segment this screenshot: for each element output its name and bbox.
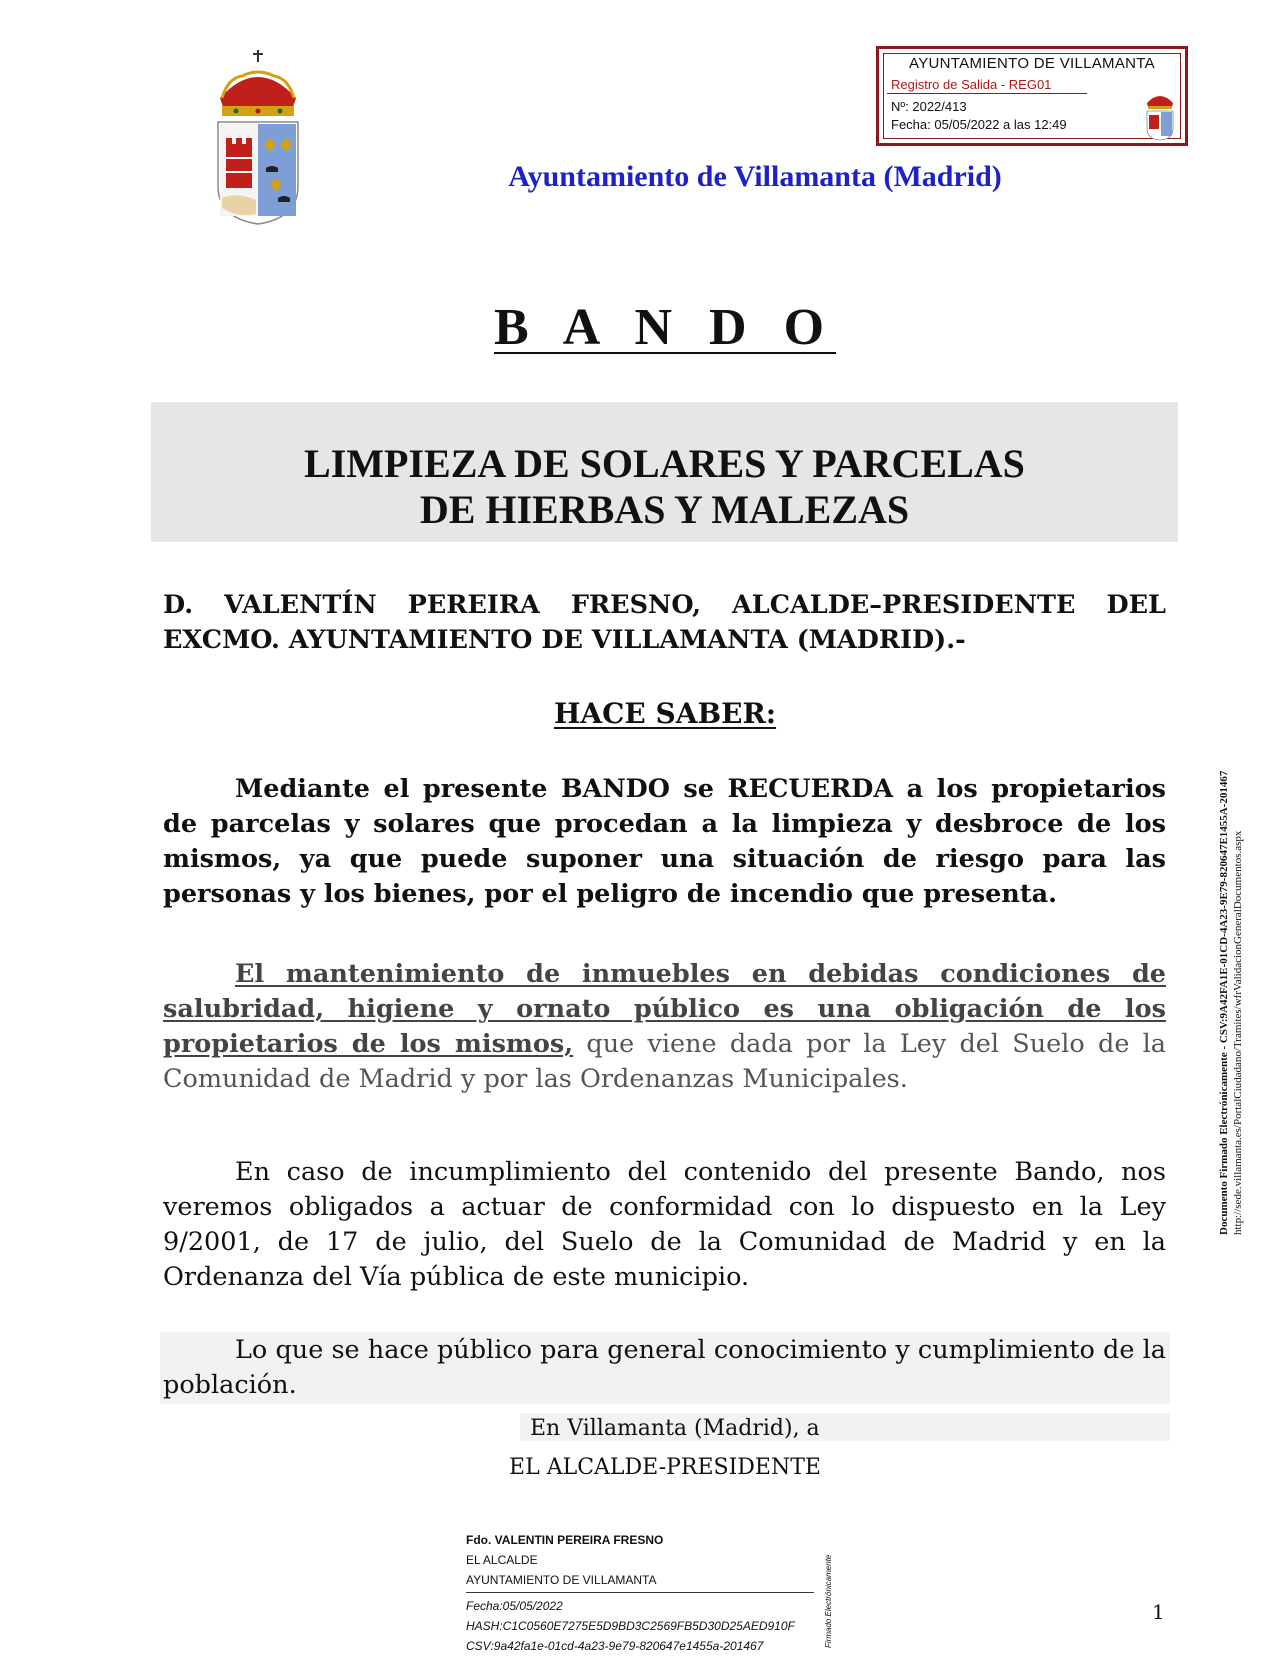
- signature-name: Fdo. VALENTIN PEREIRA FRESNO: [466, 1533, 664, 1547]
- stamp-registry: Registro de Salida - REG01: [891, 77, 1052, 92]
- paragraph-2-underlined: El mantenimiento de inmuebles en debidas condiciones de salubridad, higiene y ornato público es una obligación de los propietarios de los mismos,: [163, 959, 1166, 1059]
- document-title-text: B A N D O: [493, 299, 837, 356]
- signer-title: EL ALCALDE-PRESIDENTE: [509, 1455, 821, 1480]
- announcement-text: HACE SABER:: [553, 697, 777, 730]
- stamp-number: Nº: 2022/413: [891, 99, 967, 114]
- stamp-title: AYUNTAMIENTO DE VILLAMANTA: [909, 55, 1155, 72]
- coat-of-arms-icon: [208, 48, 308, 226]
- stamp-date: Fecha: 05/05/2022 a las 12:49: [891, 117, 1067, 132]
- page-number: 1: [1152, 1600, 1165, 1624]
- subject-line-1: LIMPIEZA DE SOLARES Y PARCELAS: [304, 441, 1025, 486]
- signature-side-note: [824, 1548, 836, 1648]
- electronic-signature-block: [466, 1530, 816, 1656]
- paragraph-1: Mediante el presente BANDO se RECUERDA a los propietarios de parcelas y solares que procedan a la limpieza y desbroce de los mismos, ya que puede suponer una situación de riesgo para las personas y los bienes, por el peligro de incendio que presenta.: [163, 774, 1166, 909]
- subject-box: [151, 402, 1178, 542]
- signature-date: Fecha:05/05/2022: [466, 1599, 563, 1613]
- place-line: En Villamanta (Madrid), a: [530, 1416, 820, 1441]
- margin-verification: [1218, 620, 1248, 1240]
- signature-role: EL ALCALDE: [466, 1553, 538, 1567]
- signature-csv: CSV:9a42fa1e-01cd-4a23-9e79-820647e1455a-201467: [466, 1639, 764, 1653]
- margin-url-line[interactable]: http://sede.villamanta.es/PortalCiudadano/Tramites/wfrValidacionGeneralDocumentos.aspx: [1232, 830, 1244, 1235]
- stamp-divider: [887, 93, 1087, 94]
- header-title: Ayuntamiento de Villamanta (Madrid): [508, 160, 1002, 193]
- stamp-crest-icon: [1143, 89, 1177, 141]
- signature-org: AYUNTAMIENTO DE VILLAMANTA: [466, 1573, 657, 1587]
- margin-csv-line: Documento Firmado Electrónicamente - CSV:9A42FA1E-01CD-4A23-9E79-820647E1455A-201467: [1218, 770, 1230, 1235]
- issuer-statement: D. VALENTÍN PEREIRA FRESNO, ALCALDE–PRESIDENTE DEL EXCMO. AYUNTAMIENTO DE VILLAMANTA (MADRID).-: [163, 590, 1166, 655]
- signature-hash: HASH:C1C0560E7275E5D9BD3C2569FB5D30D25AED910F: [466, 1619, 795, 1633]
- document-title: [0, 298, 1275, 357]
- announcement-heading: [0, 697, 1275, 730]
- signature-side-text: Firmado Electrónicamente: [824, 1554, 833, 1648]
- paragraph-3: En caso de incumplimiento del contenido del presente Bando, nos veremos obligados a actuar de conformidad con lo dispuesto en la Ley 9/2001, de 17 de julio, del Suelo de la Comunidad de Madrid y en la Ordenanza del Vía pública de este municipio.: [163, 1157, 1166, 1292]
- paragraph-4: Lo que se hace público para general conocimiento y cumplimiento de la población.: [163, 1335, 1166, 1400]
- subject-line-2: DE HIERBAS Y MALEZAS: [419, 487, 910, 532]
- paragraph-2-rest: que viene dada por la Ley del Suelo de la Comunidad de Madrid y por las Ordenanzas Municipales.: [163, 1029, 1166, 1094]
- paragraph-2: [163, 957, 1166, 1097]
- registry-stamp: [876, 46, 1188, 146]
- signature-divider: [466, 1592, 814, 1593]
